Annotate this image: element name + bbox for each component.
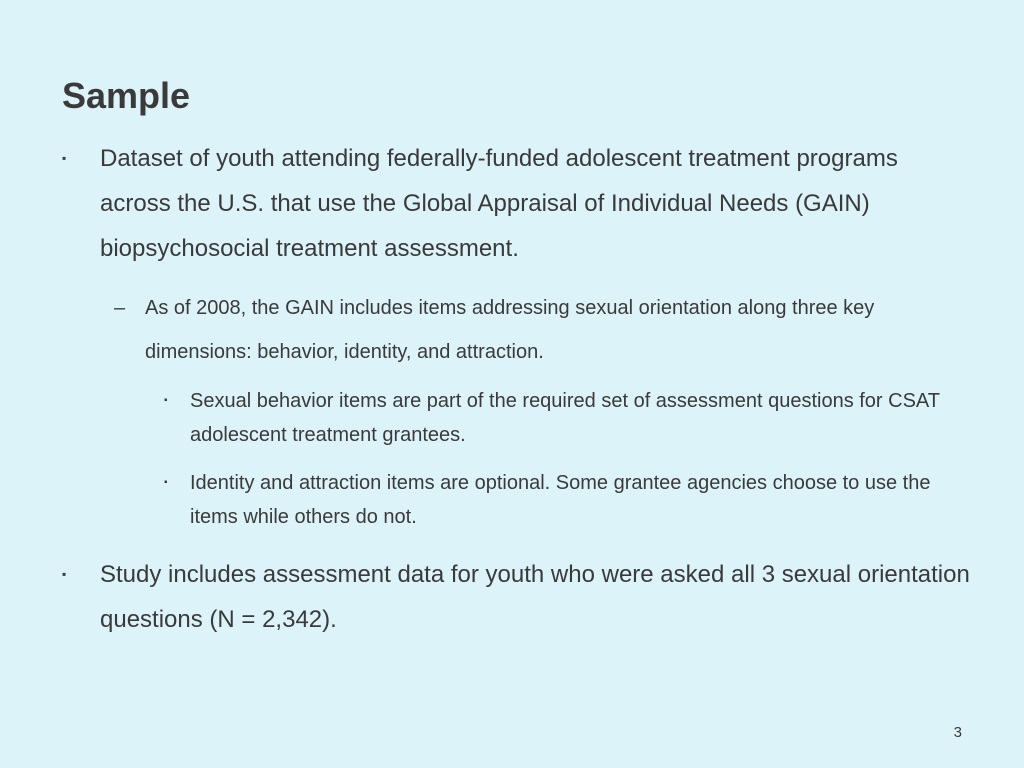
bullet-level1-study: [62, 552, 970, 642]
bullet-text: As of 2008, the GAIN includes items addressing sexual orientation along three key dimensions: behavior, identity, and attraction.: [145, 297, 875, 363]
bullet-text: Dataset of youth attending federally-funded adolescent treatment programs across the U.S. that use the Global Appraisal of Individual Needs (GAIN) biopsychosocial treatment assessment.: [100, 145, 898, 262]
bullet-level3-sexual-behavior: [164, 384, 975, 452]
square-bullet-icon: ▪: [164, 477, 168, 488]
square-bullet-icon: ▪: [62, 567, 67, 581]
bullet-level2-gain-2008: [114, 286, 965, 374]
bullet-level1-dataset: [62, 136, 970, 271]
bullet-text: Identity and attraction items are optional. Some grantee agencies choose to use the items while others do not.: [190, 472, 931, 528]
square-bullet-icon: ▪: [62, 151, 67, 165]
bullet-level3-identity-attraction: [164, 466, 975, 534]
bullet-text: Sexual behavior items are part of the required set of assessment questions for CSAT adolescent treatment grantees.: [190, 390, 940, 446]
dash-bullet-icon: –: [114, 297, 126, 319]
page-number: 3: [953, 724, 962, 741]
square-bullet-icon: ▪: [164, 395, 168, 406]
bullet-text: Study includes assessment data for youth who were asked all 3 sexual orientation questions (N = 2,342).: [100, 561, 970, 633]
slide-title: Sample: [62, 75, 191, 116]
